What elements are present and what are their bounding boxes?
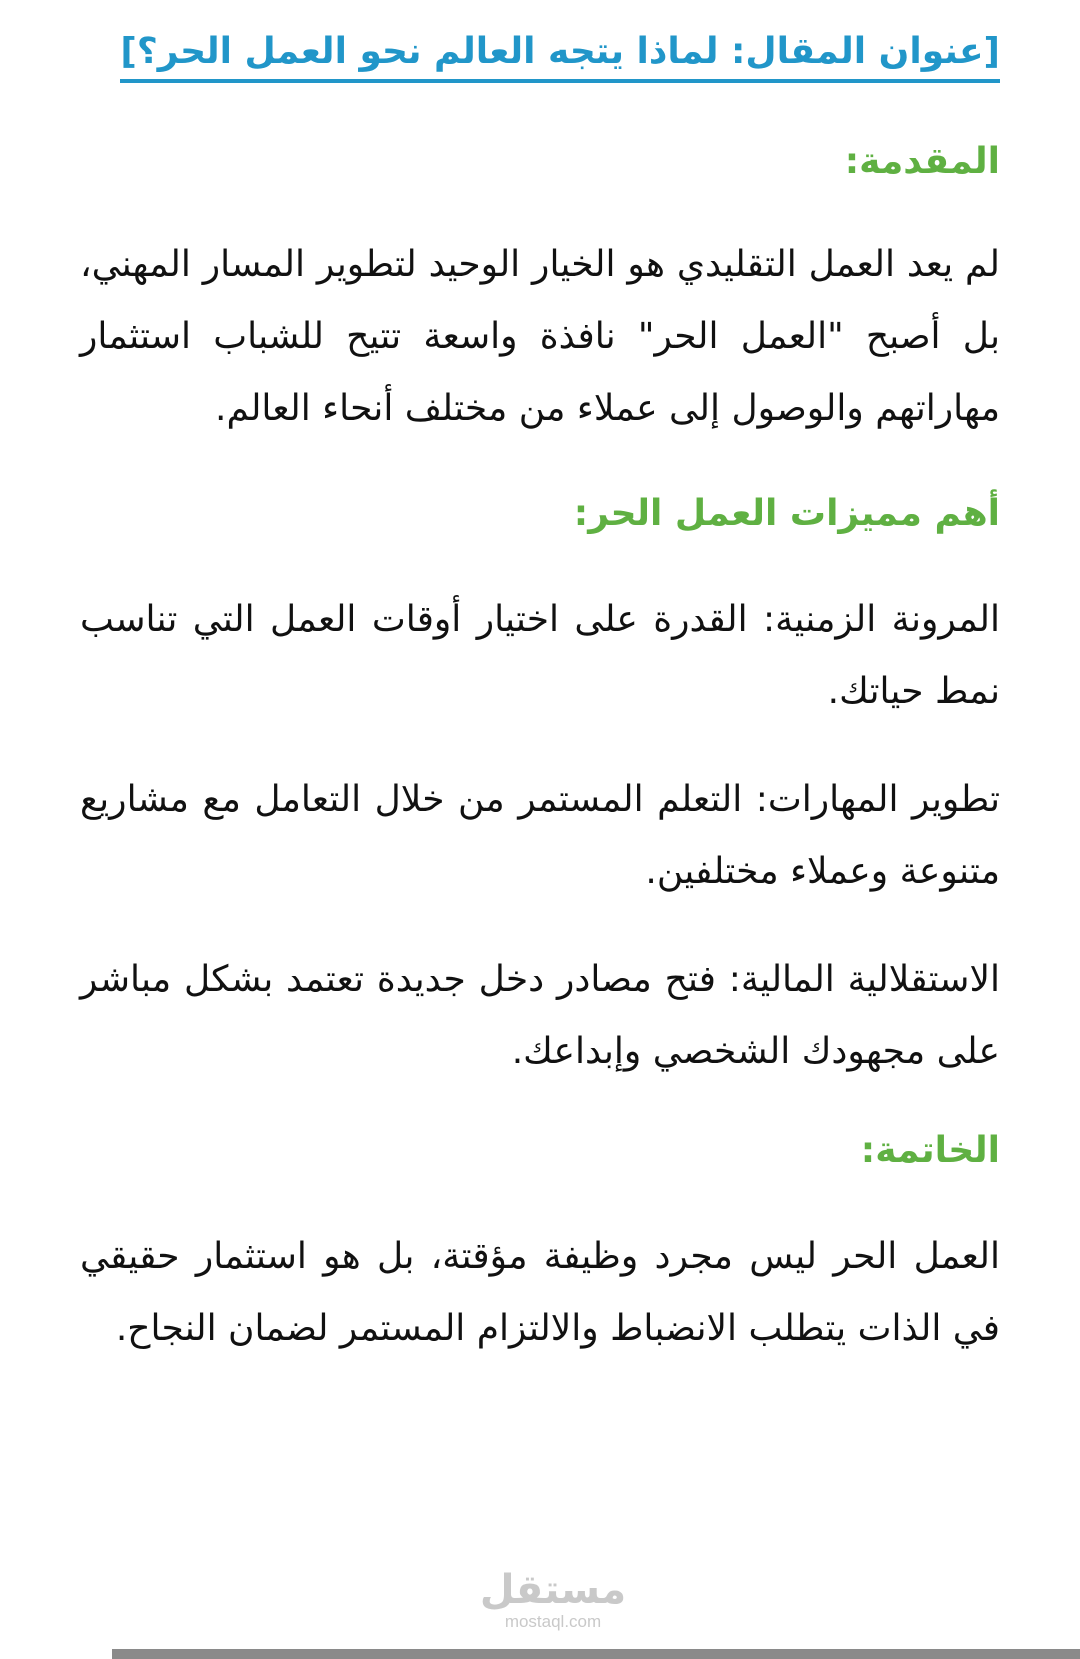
intro-heading: المقدمة: bbox=[844, 140, 1000, 182]
watermark-logo-text: مستقل bbox=[479, 1567, 627, 1613]
title-close-bracket: ] bbox=[120, 31, 137, 72]
watermark-domain: mostaql.com bbox=[504, 1612, 602, 1631]
article-title bbox=[80, 28, 1000, 83]
feature-financial-independence: الاستقلالية المالية: فتح مصادر دخل جديدة تعتمد بشكل مباشر على مجهودك الشخصي وإبداعك. bbox=[80, 959, 1000, 1073]
features-heading: أهم مميزات العمل الحر: bbox=[573, 493, 1000, 535]
article-page bbox=[80, 0, 1000, 1365]
conclusion-heading: الخاتمة: bbox=[860, 1130, 1000, 1172]
feature-flexibility: المرونة الزمنية: القدرة على اختيار أوقات العمل التي تناسب نمط حياتك. bbox=[80, 599, 1000, 713]
article-title-text: عنوان المقال: لماذا يتجه العالم نحو العمل الحر؟ bbox=[136, 31, 984, 72]
article-title-underlined bbox=[120, 28, 1000, 83]
title-open-bracket: [ bbox=[983, 31, 1000, 72]
feature-skills: تطوير المهارات: التعلم المستمر من خلال التعامل مع مشاريع متنوعة وعملاء مختلفين. bbox=[80, 779, 1000, 893]
intro-paragraph: لم يعد العمل التقليدي هو الخيار الوحيد لتطوير المسار المهني، بل أصبح "العمل الحر" نافذة واسعة تتيح للشباب استثمار مهاراتهم والوصول إلى عملاء من مختلف أنحاء العالم. bbox=[80, 244, 1000, 430]
bottom-scroll-bar bbox=[112, 1649, 1080, 1659]
mostaql-watermark bbox=[478, 1568, 628, 1632]
conclusion-paragraph: العمل الحر ليس مجرد وظيفة مؤقتة، بل هو استثمار حقيقي في الذات يتطلب الانضباط والالتزام المستمر لضمان النجاح. bbox=[80, 1235, 1000, 1349]
